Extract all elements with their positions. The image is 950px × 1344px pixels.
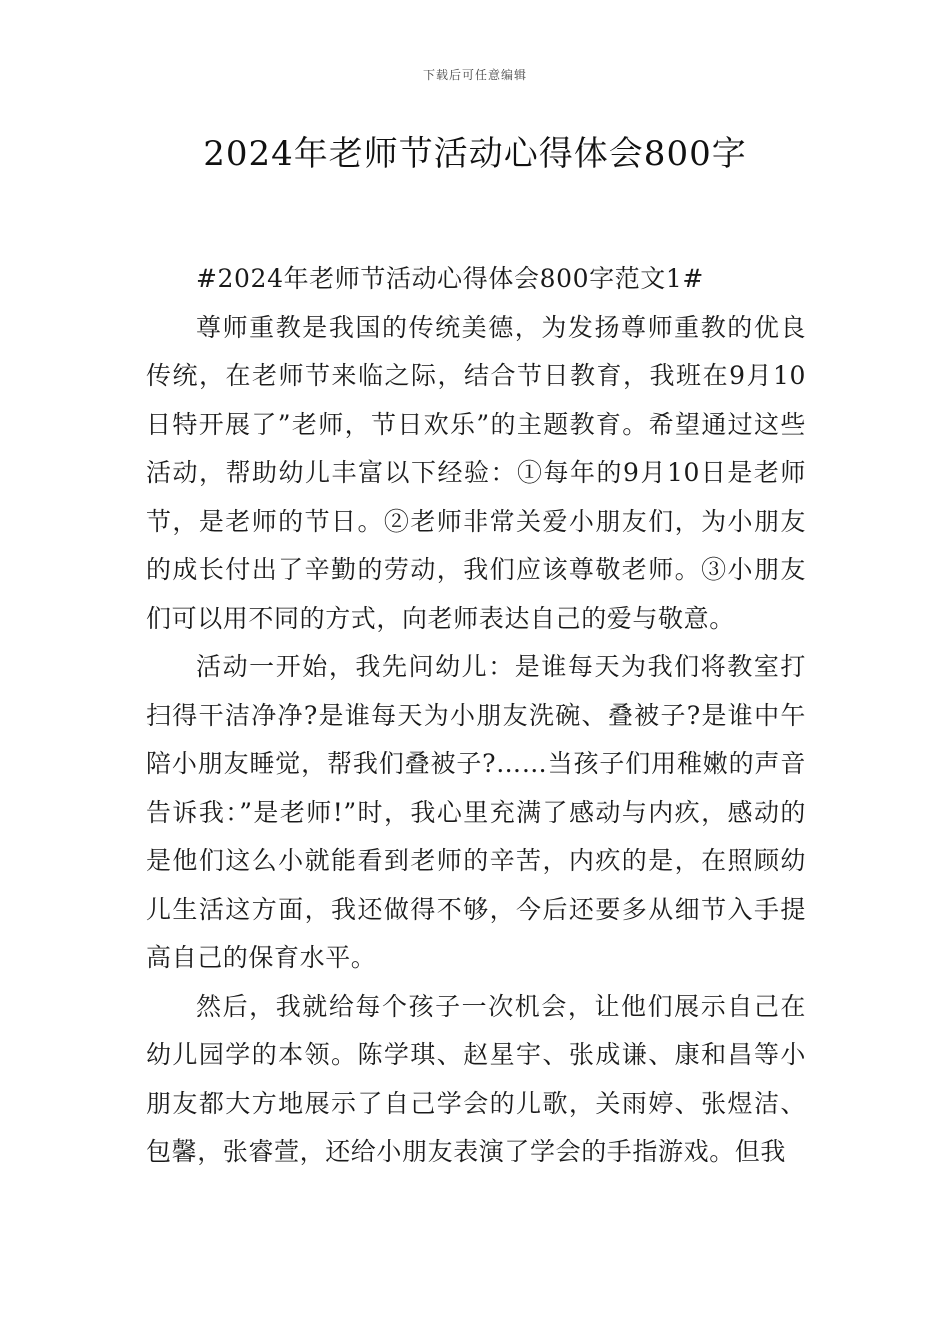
document-body (146, 255, 806, 1177)
document-title: 2024年老师节活动心得体会800字 (203, 134, 747, 174)
header-note: 下载后可任意编辑 (422, 68, 527, 82)
paragraph: 活动一开始，我先问幼儿：是谁每天为我们将教室打扫得干洁净净?是谁每天为小朋友洗碗、叠被子?是谁中午陪小朋友睡觉，帮我们叠被子?……当孩子们用稚嫩的声音告诉我：”是老师!”时，我心里充满了感动与内疚，感动的是他们这么小就能看到老师的辛苦，内疚的是，在照顾幼儿生活这方面，我还做得不够，今后还要多从细节入手提高自己的保育水平。 (146, 652, 806, 972)
paragraph: 然后，我就给每个孩子一次机会，让他们展示自己在幼儿园学的本领。陈学琪、赵星宇、张成谦、康和昌等小朋友都大方地展示了自己学会的儿歌，关雨婷、张煜洁、包馨，张睿萱，还给小朋友表演了学会的手指游戏。但我 (146, 991, 806, 1166)
paragraph: 尊师重教是我国的传统美德，为发扬尊师重教的优良传统，在老师节来临之际，结合节日教育，我班在9月10日特开展了”老师，节日欢乐”的主题教育。希望通过这些活动，帮助幼儿丰富以下经验：①每年的9月10日是老师节，是老师的节日。②老师非常关爱小朋友们，为小朋友的成长付出了辛勤的劳动，我们应该尊敬老师。③小朋友们可以用不同的方式，向老师表达自己的爱与敬意。 (146, 312, 806, 633)
section-heading: #2024年老师节活动心得体会800字范文1# (196, 264, 704, 293)
